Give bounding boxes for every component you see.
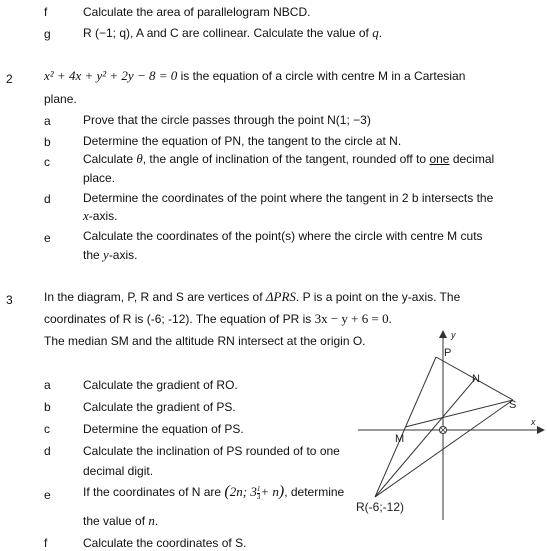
- q-prev-f-text: Calculate the area of parallelogram NBCD.: [83, 5, 311, 19]
- q3-intro-line2: coordinates of R is (-6; -12). The equation of PR is 3x − y + 6 = 0.: [44, 311, 392, 326]
- q3-b-label: b: [44, 400, 51, 414]
- q2-d-text: Determine the coordinates of the point where the tangent in 2 b intersects the: [83, 191, 494, 205]
- q3-intro-line3: The median SM and the altitude RN intersect at the origin O.: [44, 334, 366, 348]
- q2-intro-line2: plane.: [44, 92, 77, 106]
- q2-intro-line1: x² + 4x + y² + 2y − 8 = 0 is the equation of a circle with centre M in a Cartesian: [44, 68, 466, 83]
- q3-b-text: Calculate the gradient of PS.: [83, 400, 236, 414]
- q2-b-text: Determine the equation of PN, the tangent to the circle at N.: [83, 134, 402, 148]
- q2-d-label: d: [44, 192, 51, 206]
- q2-b-label: b: [44, 135, 51, 149]
- y-axis-arrow: [439, 330, 447, 338]
- x-axis-arrow: [537, 426, 545, 434]
- q3-c-text: Determine the equation of PS.: [83, 422, 244, 436]
- q3-intro-line1: In the diagram, P, R and S are vertices of ΔPRS. P is a point on the y-axis. The: [44, 289, 461, 304]
- q2-c-label: c: [44, 155, 50, 169]
- q-prev-g-text: R (−1; q), A and C are collinear. Calculate the value of q.: [83, 25, 383, 40]
- label-p: P: [444, 347, 452, 359]
- q3-number: 3: [6, 293, 13, 307]
- q2-d-text-line2: x-axis.: [83, 208, 118, 223]
- label-y: y: [451, 330, 456, 340]
- q3-pr-equation: 3x − y + 6 = 0.: [314, 311, 392, 326]
- q2-number: 2: [6, 72, 13, 86]
- q3-f-text: Calculate the coordinates of S.: [83, 536, 247, 550]
- q3-a-label: a: [44, 378, 51, 392]
- q3-d-text-line2: decimal digit.: [83, 464, 154, 478]
- q3-d-label: d: [44, 444, 51, 458]
- q3-d-text: Calculate the inclination of PS rounded of to one: [83, 444, 340, 458]
- q2-e-text-line2: the y-axis.: [83, 247, 138, 262]
- q2-e-label: e: [44, 231, 51, 245]
- q2-c-text: Calculate θ, the angle of inclination of the tangent, rounded off to one decimal: [83, 151, 495, 166]
- q2-c-text-line2: place.: [83, 171, 116, 185]
- q3-a-text: Calculate the gradient of RO.: [83, 378, 238, 392]
- label-n: N: [472, 373, 480, 385]
- q2-e-text: Calculate the coordinates of the point(s) where the circle with centre M cuts: [83, 229, 483, 243]
- q3-e-text-line2: the value of n.: [83, 513, 159, 528]
- label-m: M: [395, 433, 405, 445]
- q3-e-text: If the coordinates of N are (2n; 3 $\frac{1}{3}$ + n), determine: [83, 483, 345, 501]
- label-s: S: [509, 399, 517, 411]
- altitude-rn: [375, 379, 475, 497]
- label-r: R(-6;-12): [356, 500, 405, 514]
- q3-triangle: ΔPRS: [265, 289, 296, 304]
- q-prev-g-label: g: [44, 27, 51, 41]
- q-prev-f-label: f: [44, 5, 48, 19]
- q2-a-label: a: [44, 114, 51, 128]
- q3-f-label: f: [44, 536, 48, 550]
- q3-n-coordinates: (2n; 3 $\frac{1}{3}$ + n): [224, 483, 285, 501]
- q2-circle-equation: x² + 4x + y² + 2y − 8 = 0: [44, 68, 178, 83]
- median-sm: [405, 400, 513, 427]
- q2-a-text: Prove that the circle passes through the point N(1; −3): [83, 113, 371, 127]
- q3-e-label: e: [44, 488, 51, 502]
- label-x: x: [531, 417, 536, 427]
- q3-c-label: c: [44, 422, 50, 436]
